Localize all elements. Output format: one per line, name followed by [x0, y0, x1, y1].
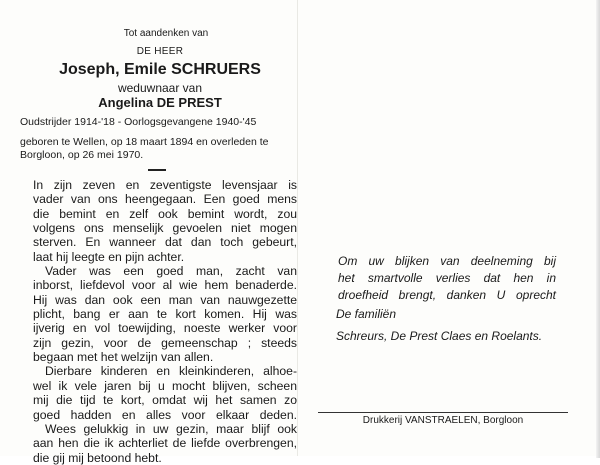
memorial-line: vader van ons heengegaan. Een goed mens	[33, 192, 297, 207]
memorial-line: In zijn zeven en zeventigste levensjaar is	[33, 178, 297, 192]
memorial-line: zijn gezin, voor de gemeenschap ; steeds	[33, 335, 297, 350]
thanks-line: droefheid brengt, danken U oprecht	[338, 288, 556, 302]
memorial-line: volgens ons menselijk gevoelen niet mogen	[33, 221, 297, 236]
intro-text: Tot aandenken van	[123, 28, 209, 39]
birth-death-line: geboren te Wellen, op 18 maart 1894 en overleden te	[20, 136, 269, 148]
memorial-text	[33, 178, 297, 465]
memorial-line: Vader was een goed man, zacht van	[45, 264, 297, 279]
card-edge	[596, 0, 600, 458]
memorial-line: Dierbare kinderen en kleinkinderen, alhoe-	[45, 364, 297, 379]
memorial-line: sterven. En wanneer dat dan toch gebeurt,	[33, 235, 297, 250]
memorial-line: die gij mij betoond hebt.	[33, 450, 162, 465]
memorial-line: ijverig en vol toewijding, noeste werker voor	[33, 321, 297, 336]
printer-credit: Drukkerij VANSTRAELEN, Borgloon	[362, 415, 524, 426]
birth-death-info	[20, 136, 298, 162]
memorial-line: die bemint en zelf ook bemint wordt, zou	[33, 206, 297, 221]
thanks-line: het smartvolle verlies dat hen in	[338, 271, 556, 285]
memorial-line: mij die tijd te kort, omdat wij het samen zo	[33, 393, 297, 408]
thanks-text	[338, 253, 556, 304]
birth-death-line: Borgloon, op 26 mei 1970.	[20, 149, 144, 161]
memorial-line: goed hadden en alles voor elkaar deden.	[33, 407, 297, 422]
widower-label: weduwnaar van	[117, 81, 203, 95]
divider-dash	[148, 169, 166, 171]
honorific: DE HEER	[136, 46, 184, 57]
memorial-line: inborst, liefdevol voor al wie hem benaderde.	[33, 278, 297, 293]
printer-rule	[318, 412, 568, 413]
spouse-name: Angelina DE PREST	[98, 95, 222, 110]
memorial-line: aan hen die ik achterliet de liefde overbrengen,	[33, 436, 297, 451]
thanks-line: Om uw blijken van deelneming bij	[338, 254, 556, 268]
memorial-line: Wees gelukkig in uw gezin, maar blijf ook	[45, 421, 297, 436]
service-record: Oudstrijder 1914-'18 - Oorlogsgevangene 1940-'45	[20, 116, 257, 128]
family-label: De familiën	[336, 307, 397, 321]
left-panel	[0, 0, 297, 465]
memorial-line: begaan met het welzijn van allen.	[33, 350, 214, 365]
memorial-line: laat hij leegte en pijn achter.	[33, 249, 185, 264]
memorial-line: plicht, bang er aan te kort komen. Hij was	[33, 307, 297, 322]
deceased-name: Joseph, Emile SCHRUERS	[59, 61, 261, 78]
memorial-line: wel ik vele jaren bij u mocht blijven, scheen	[33, 378, 297, 393]
memorial-line: Hij was dan ook een man van nauwgezette	[33, 292, 297, 307]
family-names: Schreurs, De Prest Claes en Roelants.	[336, 329, 543, 343]
